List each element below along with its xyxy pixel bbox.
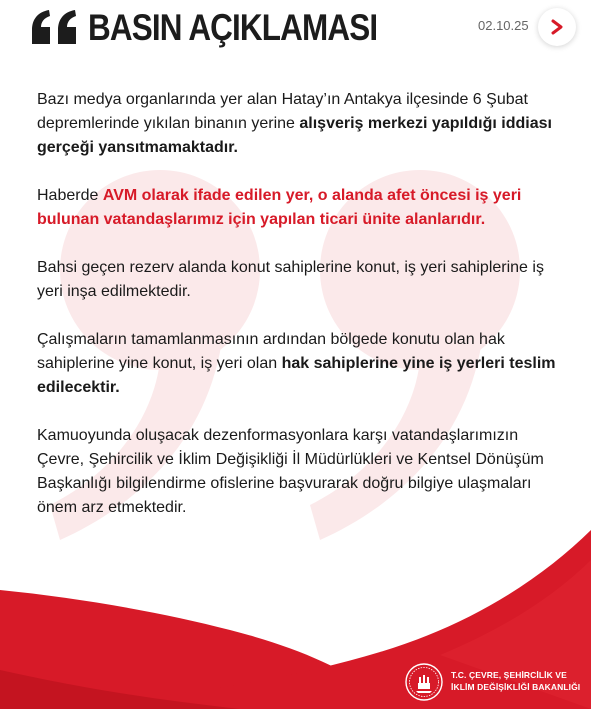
paragraph-4-emphasis: hak sahiplerine yine iş yerleri teslim edilecektir. xyxy=(37,355,556,396)
paragraph-2-text: Haberde xyxy=(37,187,103,204)
paragraph-3-text: Bahsi geçen rezerv alanda konut sahiplerine konut, iş yeri sahiplerine iş yeri inşa edilmektedir. xyxy=(37,259,544,300)
paragraph-2-highlight: AVM olarak ifade edilen yer, o alanda afet öncesi iş yeri bulunan vatandaşlarımız için yapılan ticari ünite alanlarıdır. xyxy=(37,187,522,228)
paragraph-2 xyxy=(37,184,567,232)
chevron-right-icon xyxy=(549,19,565,35)
page-title: BASIN AÇIKLAMASI xyxy=(88,7,378,48)
next-button[interactable] xyxy=(538,8,576,46)
paragraph-1-emphasis: alışveriş merkezi yapıldığı iddiası gerçeği yansıtmamaktadır. xyxy=(37,115,552,156)
paragraph-5-text: Kamuoyunda oluşacak dezenformasyonlara karşı vatandaşlarımızın Çevre, Şehircilik ve İklim Değişikliği İl Müdürlükleri ve Kentsel Dönüşüm Başkanlığı bilgilendirme ofislerine başvurarak doğru bilgiye ulaşmaları önem arz etmektedir. xyxy=(37,427,544,516)
press-release-body xyxy=(37,88,567,544)
ministry-name-line-1: T.C. ÇEVRE, ŞEHİRCİLİK VE xyxy=(451,670,567,680)
paragraph-4 xyxy=(37,328,567,400)
ministry-logo xyxy=(404,658,590,708)
publish-date: 02.10.25 xyxy=(478,18,529,33)
paragraph-3 xyxy=(37,256,567,304)
ministry-name-line-2: İKLİM DEĞİŞİKLİĞİ BAKANLIĞI xyxy=(451,682,581,692)
paragraph-4-text: Çalışmaların tamamlanmasının ardından bölgede konutu olan hak sahiplerine yine konut, iş yeri olan xyxy=(37,331,505,372)
ministry-name xyxy=(451,669,580,693)
ministry-emblem-icon xyxy=(404,662,444,702)
paragraph-1 xyxy=(37,88,567,160)
paragraph-5 xyxy=(37,424,567,520)
header xyxy=(30,6,570,50)
quote-icon xyxy=(30,10,80,44)
paragraph-1-text: Bazı medya organlarında yer alan Hatay’ın Antakya ilçesinde 6 Şubat depremlerinde yıkılan binanın yerine xyxy=(37,91,528,132)
